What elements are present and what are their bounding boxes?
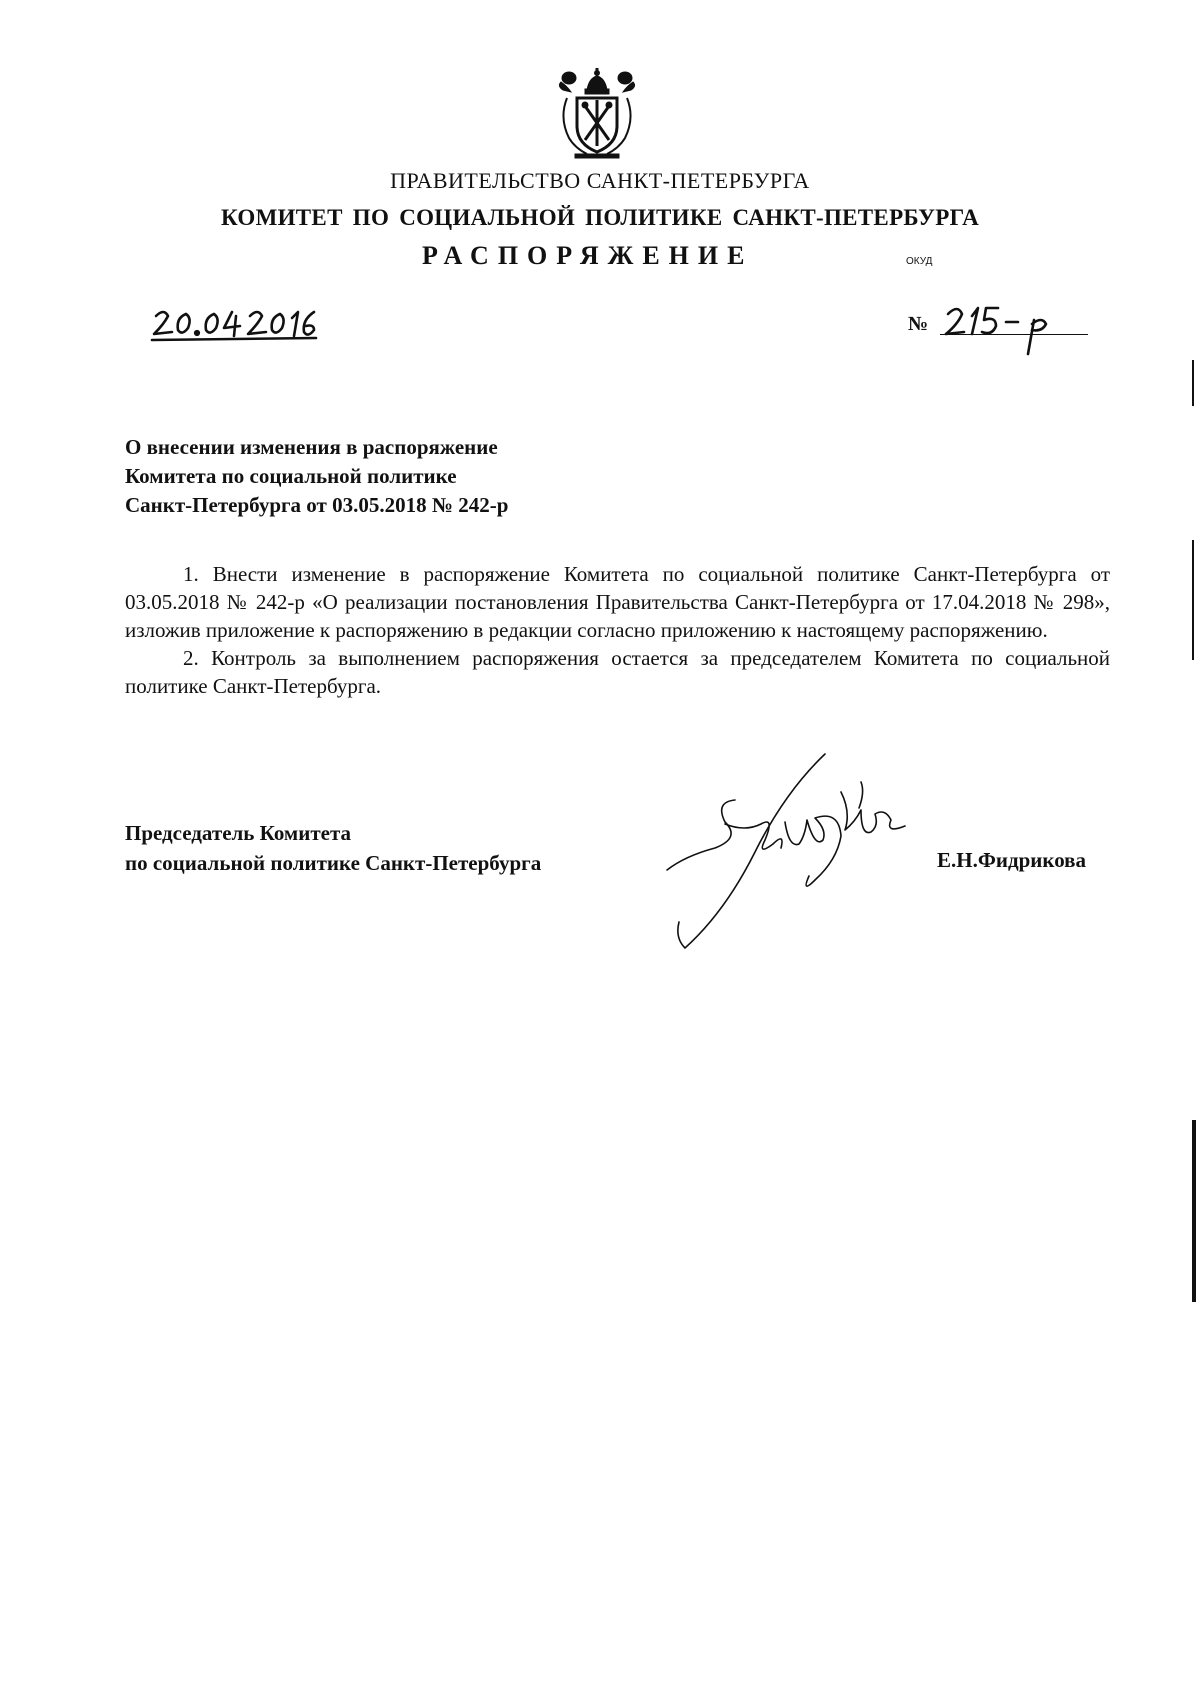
paragraph-1: 1. Внести изменение в распоряжение Комитета по социальной политике Санкт-Петербурга от 03.05.2018 № 242-р «О реализации постановления Правительства Санкт-Петербурга от 17.04.2018 № 298», изложив приложение к распоряжению в редакции согласно приложению к настоящему распоряжению. bbox=[125, 562, 1110, 642]
signer-position bbox=[125, 818, 541, 878]
scan-edge-mark bbox=[1192, 540, 1194, 660]
subject-heading bbox=[125, 433, 508, 520]
government-title: ПРАВИТЕЛЬСТВО САНКТ-ПЕТЕРБУРГА bbox=[390, 168, 810, 193]
signer-position-line: по социальной политике Санкт-Петербурга bbox=[125, 851, 542, 875]
document-body bbox=[125, 560, 1110, 700]
number-label: № bbox=[908, 313, 929, 335]
okud-label: ОКУД bbox=[906, 256, 933, 267]
scan-edge-mark bbox=[1192, 1120, 1196, 1302]
handwritten-number bbox=[942, 300, 1068, 356]
subject-line: О внесении изменения в распоряжение bbox=[125, 435, 498, 459]
signer-position-line: Председатель Комитета bbox=[125, 821, 352, 845]
subject-line: Санкт-Петербурга от 03.05.2018 № 242-р bbox=[125, 493, 509, 517]
signer-name: Е.Н.Фидрикова bbox=[937, 848, 1087, 872]
document-type: РАСПОРЯЖЕНИЕ bbox=[422, 241, 754, 270]
handwritten-signature bbox=[665, 752, 925, 950]
subject-line: Комитета по социальной политике bbox=[125, 464, 457, 488]
handwritten-date bbox=[150, 304, 320, 346]
paragraph-2: 2. Контроль за выполнением распоряжения остается за председателем Комитета по социальной политике Санкт-Петербурга. bbox=[125, 646, 1110, 698]
coat-of-arms-icon bbox=[547, 68, 647, 160]
scan-edge-mark bbox=[1192, 360, 1194, 406]
committee-title: КОМИТЕТ ПО СОЦИАЛЬНОЙ ПОЛИТИКЕ САНКТ-ПЕТЕРБУРГА bbox=[221, 205, 979, 230]
